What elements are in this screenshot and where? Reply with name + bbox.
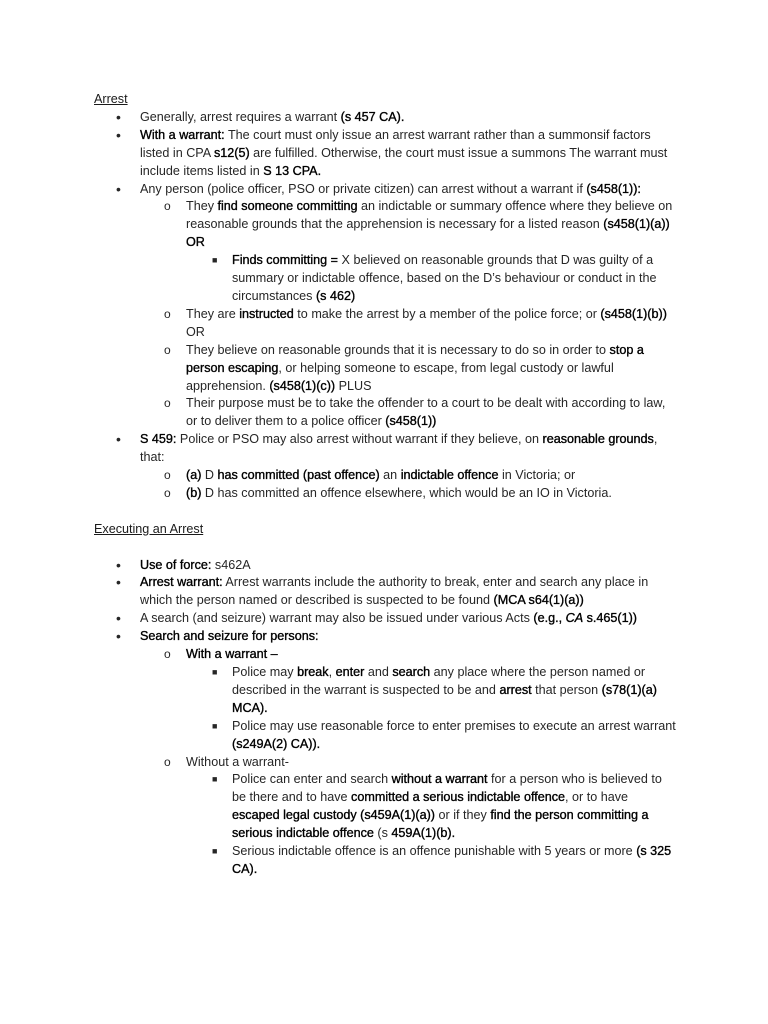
list-item: ■ Finds committing = X believed on reasonable grounds that D was guilty of a summary or indictable offence, based on the D’s behaviour or conduct in the circumstances (s 462) (212, 253, 657, 303)
section-heading-arrest: Arrest (94, 92, 128, 106)
list-item: ■ Police may break, enter and search any place where the person named or described in the warrant is suspected to be and arrest that person (s78(1)(a) MCA). (212, 664, 657, 715)
list-item: • Any person (police officer, PSO or private citizen) can arrest without a warrant if (s458(1)): o They find someone committing an indictable or summary offence where they believe on reasonable grounds that the apprehension is necessary for a listed reason (s458(1)(a)) OR ■ Finds committing = X believed on reasonable grounds that D was guilty of a summary or indictable offence, based on the D’s behaviour or conduct in the circumstances (s 462) o They are instructed to make the arrest by a member of the police force; or (s458(1)(b)) OR o They believe on reasonable grounds that it is necessary to do so in order to stop a person escaping, or helping someone to escape, from legal custody or lawful apprehension. (s458(1)(c)) PLUS o Their purpose must be to take the offender to a court to be dealt with according to law, or to deliver them to a police officer (s458(1)) (94, 181, 676, 432)
list-item: o They believe on reasonable grounds that it is necessary to do so in order to stop a person escaping, or helping someone to escape, from legal custody or lawful apprehension. (s458(1)(c)) PLUS (164, 342, 644, 393)
list-item: ■ Police can enter and search without a warrant for a person who is believed to be there and to have committed a serious indictable offence, or to have escaped legal custody (s459A(1)(a)) or if they find the person committing a serious indictable offence (s 459A(1)(b). (212, 772, 662, 841)
list-item: • Generally, arrest requires a warrant (s 457 CA). (116, 108, 405, 125)
sublist (140, 664, 676, 754)
list-item: o (a) D has committed (past offence) an indictable offence in Victoria; or (140, 467, 676, 485)
square-bullet-icon: ■ (212, 666, 218, 677)
list-item: • A search (and seizure) warrant may also be issued under various Acts (e.g., CA s.465(1)) (116, 610, 638, 627)
spacer (94, 503, 676, 521)
circle-bullet-icon: o (164, 306, 171, 321)
arrest-list (94, 109, 676, 503)
list-item: • S 459: Police or PSO may also arrest without warrant if they believe, on reasonable grounds, that: o (a) D has committed (past offence) an indictable offence in Victoria; or o (b) D has committed an offence elsewhere, which would be an IO in Victoria. (94, 431, 676, 503)
bullet-icon: • (116, 556, 121, 573)
circle-bullet-icon: o (164, 396, 171, 411)
sublist (94, 646, 676, 879)
circle-bullet-icon: o (164, 199, 171, 214)
square-bullet-icon: ■ (212, 774, 218, 785)
square-bullet-icon: ■ (212, 720, 218, 731)
circle-bullet-icon: o (164, 342, 171, 357)
bullet-icon: • (116, 431, 121, 448)
spacer (94, 539, 676, 557)
circle-bullet-icon: o (164, 468, 171, 483)
list-item: • Arrest warrant: Arrest warrants include the authority to break, enter and search any place in which the person named or described is suspected to be found (MCA s64(1)(a)) (116, 574, 649, 608)
circle-bullet-icon: o (164, 485, 171, 500)
bullet-icon: • (116, 108, 121, 125)
list-item: • Use of force: s462A (116, 556, 251, 573)
list-item: o They find someone committing an indictable or summary offence where they believe on reasonable grounds that the apprehension is necessary for a listed reason (s458(1)(a)) OR ■ Finds committing = X believed on reasonable grounds that D was guilty of a summary or indictable offence, based on the D’s behaviour or conduct in the circumstances (s 462) (140, 198, 676, 305)
sublist (94, 467, 676, 503)
sublist (94, 198, 676, 431)
list-item: • With a warrant: The court must only issue an arrest warrant rather than a summonsif factors listed in CPA s12(5) are fulfilled. Otherwise, the court must issue a summons The warrant must include items listed in S 13 CPA. (116, 126, 668, 178)
list-item: o With a warrant – ■ Police may break, enter and search any place where the person named or described in the warrant is suspected to be and arrest that person (s78(1)(a) MCA). ■ Police may use reasonable force to enter premises to execute an arrest warrant (s249A(2) CA)). (140, 646, 676, 753)
list-item: ■ Serious indictable offence is an offence punishable with 5 years or more (s 325 CA). (212, 844, 672, 876)
bullet-icon: • (116, 180, 121, 197)
list-item: o Without a warrant- ■ Police can enter and search without a warrant for a person who is believed to be there and to have committed a serious indictable offence, or to have escaped legal custody (s459A(1)(a)) or if they find the person committing a serious indictable offence (s 459A(1)(b). ■ Serious indictable offence is an offence punishable with 5 years or more (s 325 CA). (140, 754, 676, 879)
bullet-icon: • (116, 126, 121, 143)
sublist (140, 252, 676, 306)
square-bullet-icon: ■ (212, 846, 218, 857)
list-item: o They are instructed to make the arrest by a member of the police force; or (s458(1)(b)) OR (164, 306, 667, 339)
list-item: ■ Police may use reasonable force to enter premises to execute an arrest warrant (s249A(2) CA)). (212, 718, 676, 751)
list-item: o Their purpose must be to take the offender to a court to be dealt with according to law, or to deliver them to a police officer (s458(1)) (164, 396, 666, 429)
bullet-icon: • (116, 628, 121, 645)
bullet-icon: • (116, 610, 121, 627)
circle-bullet-icon: o (164, 754, 171, 769)
bullet-icon: • (116, 574, 121, 591)
list-item: o (b) D has committed an offence elsewhere, which would be an IO in Victoria. (140, 485, 676, 503)
section-heading-executing-arrest: Executing an Arrest (94, 521, 204, 536)
circle-bullet-icon: o (164, 647, 171, 662)
list-item: • Search and seizure for persons: o With a warrant – ■ Police may break, enter and search any place where the person named or described in the warrant is suspected to be and arrest that person (s78(1)(a) MCA). ■ Police may use reasonable force to enter premises to execute an arrest warrant (s249A(2) CA)). o Without a warrant- ■ Police can enter and search without a warrant for a person who is believed to be there and to have committed a serious indictable offence, or to have escaped legal custody (s459A(1)(a)) or if they find the person committing a serious indictable offence (s 459A(1)(b). ■ Serious indictable offence is an offence punishable with 5 years or more (s 325 CA). (94, 628, 676, 879)
executing-list (94, 557, 676, 879)
square-bullet-icon: ■ (212, 255, 218, 266)
sublist (140, 771, 676, 878)
